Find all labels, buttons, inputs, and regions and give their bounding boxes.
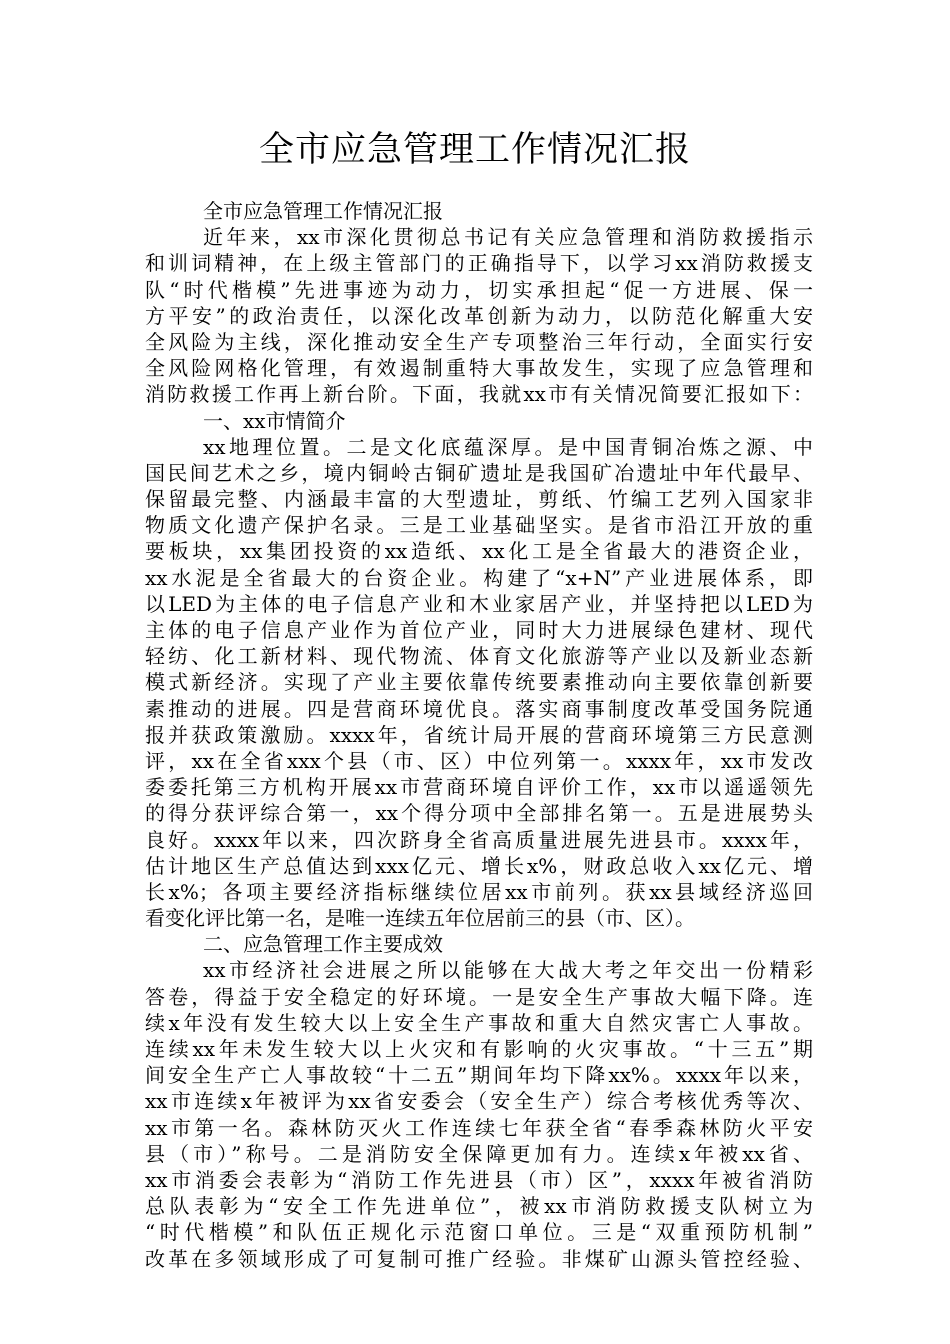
paragraph-line [145,1246,813,1272]
paragraph-line [145,591,813,617]
paragraph-line-text: 的得分获评综合第一，xx个得分项中全部排名第一。五是进展势头 [145,801,813,826]
paragraph-line-text: 委委托第三方机构开展xx市营商环境自评价工作，xx市以遥遥领先 [145,775,813,800]
paragraph-line-text: 县（市）”称号。二是消防安全保障更加有力。连续x年被xx省、 [145,1141,813,1166]
paragraph-line [145,565,813,591]
paragraph-line-text: 看变化评比第一名，是唯一连续五年位居前三的县（市、区）。 [145,906,695,931]
paragraph-line-text: 全市应急管理工作情况汇报 [203,199,443,223]
paragraph-line-text: 轻纺、化工新材料、现代物流、体育文化旅游等产业以及新业态新 [145,644,813,669]
paragraph-line [145,853,813,879]
paragraph-line [145,722,813,748]
paragraph-line-text: 队“时代楷模”先进事迹为动力，切实承担起“促一方进展、保一 [145,277,813,302]
paragraph-line-text: 物质文化遗产保护名录。三是工业基础坚实。是省市沿江开放的重 [145,513,813,538]
paragraph-line [145,1219,813,1245]
paragraph-line [145,277,813,303]
paragraph-line-text: 报并获政策激励。xxxx年，省统计局开展的营商环境第三方民意测 [145,722,813,747]
paragraph-line-text: 间安全生产亡人事故较“十二五”期间年均下降xx%。xxxx年以来， [145,1063,813,1088]
paragraph-line [145,198,813,224]
paragraph-line [145,643,813,669]
paragraph-line [145,250,813,276]
paragraph-line-text: 主体的电子信息产业作为首位产业，同时大力进展绿色建材、现代 [145,618,813,642]
paragraph-line [145,512,813,538]
paragraph-line [145,1088,813,1114]
paragraph-line [145,748,813,774]
paragraph-line-text: 二、应急管理工作主要成效 [203,932,443,957]
paragraph-line-text: xx市消委会表彰为“消防工作先进县（市）区”，xxxx年被省消防 [145,1167,813,1192]
document-body [145,198,813,1272]
paragraph-line-text: 要板块，xx集团投资的xx造纸、xx化工是全省最大的港资企业， [145,539,813,564]
paragraph-line [145,1193,813,1219]
paragraph-line [145,224,813,250]
paragraph-line-text: 一、xx市情简介 [203,408,346,433]
paragraph-line-text: 全风险为主线，深化推动安全生产专项整治三年行动，全面实行安 [145,329,813,354]
paragraph-line [145,931,813,957]
paragraph-line-text: 评，xx在全省xxx个县（市、区）中位列第一。xxxx年，xx市发改 [145,748,813,773]
paragraph-line [145,617,813,643]
paragraph-line [145,905,813,931]
paragraph-line-text: 总队表彰为“安全工作先进单位”，被xx市消防救援支队树立为 [145,1194,813,1219]
paragraph-line-text: xx市经济社会进展之所以能够在大战大考之年交出一份精彩 [203,958,813,983]
paragraph-line [145,1036,813,1062]
paragraph-line-text: 估计地区生产总值达到xxx亿元、增长x%，财政总收入xx亿元、增 [145,853,813,878]
paragraph-line [145,696,813,722]
paragraph-line [145,957,813,983]
paragraph-line-text: 良好。xxxx年以来，四次跻身全省高质量进展先进县市。xxxx年， [145,827,813,852]
paragraph-line-text: 近年来，xx市深化贯彻总书记有关应急管理和消防救援指示 [203,225,813,250]
paragraph-line-text: xx市连续x年被评为xx省安委会（安全生产）综合考核优秀等次、 [145,1089,813,1114]
paragraph-line-text: xx市第一名。森林防灭火工作连续七年获全省“春季森林防火平安 [145,1115,813,1140]
paragraph-line [145,774,813,800]
paragraph-line [145,408,813,434]
paragraph-line-text: 全风险网格化管理，有效遏制重特大事故发生，实现了应急管理和 [145,356,813,381]
paragraph-line-text: 模式新经济。实现了产业主要依靠传统要素推动向主要依靠创新要 [145,670,813,695]
paragraph-line [145,800,813,826]
paragraph-line [145,486,813,512]
paragraph-line [145,538,813,564]
paragraph-line-text: xx地理位置。二是文化底蕴深厚。是中国青铜冶炼之源、中 [203,434,813,459]
paragraph-line [145,827,813,853]
paragraph-line-text: 素推动的进展。四是营商环境优良。落实商事制度改革受国务院通 [145,696,813,721]
paragraph-line [145,879,813,905]
paragraph-line-text: 答卷，得益于安全稳定的好环境。一是安全生产事故大幅下降。连 [145,984,813,1009]
paragraph-line [145,329,813,355]
paragraph-line-text: 消防救援工作再上新台阶。下面，我就xx市有关情况简要汇报如下： [145,382,813,407]
paragraph-line-text: 长x%；各项主要经济指标继续位居xx市前列。获xx县域经济巡回 [145,879,813,904]
paragraph-line-text: 改革在多领域形成了可复制可推广经验。非煤矿山源头管控经验、 [145,1246,813,1271]
paragraph-line [145,1115,813,1141]
document-title: 全市应急管理工作情况汇报 [258,130,691,170]
paragraph-line-text: xx水泥是全省最大的台资企业。构建了“x+N”产业进展体系，即 [145,565,813,590]
paragraph-line [145,381,813,407]
paragraph-line [145,669,813,695]
paragraph-line [145,460,813,486]
paragraph-line-text: 方平安”的政治责任，以深化改革创新为动力，以防范化解重大安 [145,303,813,328]
paragraph-line [145,303,813,329]
paragraph-line-text: 和训词精神，在上级主管部门的正确指导下，以学习xx消防救援支 [145,251,813,276]
paragraph-line-text: 续x年没有发生较大以上安全生产事故和重大自然灾害亡人事故。 [145,1010,813,1035]
paragraph-line [145,1010,813,1036]
paragraph-line [145,1167,813,1193]
paragraph-line [145,984,813,1010]
paragraph-line [145,355,813,381]
paragraph-line-text: “时代楷模”和队伍正规化示范窗口单位。三是“双重预防机制” [145,1220,813,1245]
paragraph-line-text: 国民间艺术之乡，境内铜岭古铜矿遗址是我国矿冶遗址中年代最早、 [145,460,813,485]
paragraph-line [145,1062,813,1088]
paragraph-line [145,1141,813,1167]
paragraph-line-text: 连续xx年未发生较大以上火灾和有影响的火灾事故。“十三五”期 [145,1037,813,1061]
paragraph-line-text: 保留最完整、内涵最丰富的大型遗址，剪纸、竹编工艺列入国家非 [145,487,813,512]
paragraph-line [145,434,813,460]
paragraph-line-text: 以LED为主体的电子信息产业和木业家居产业，并坚持把以LED为 [145,591,813,616]
